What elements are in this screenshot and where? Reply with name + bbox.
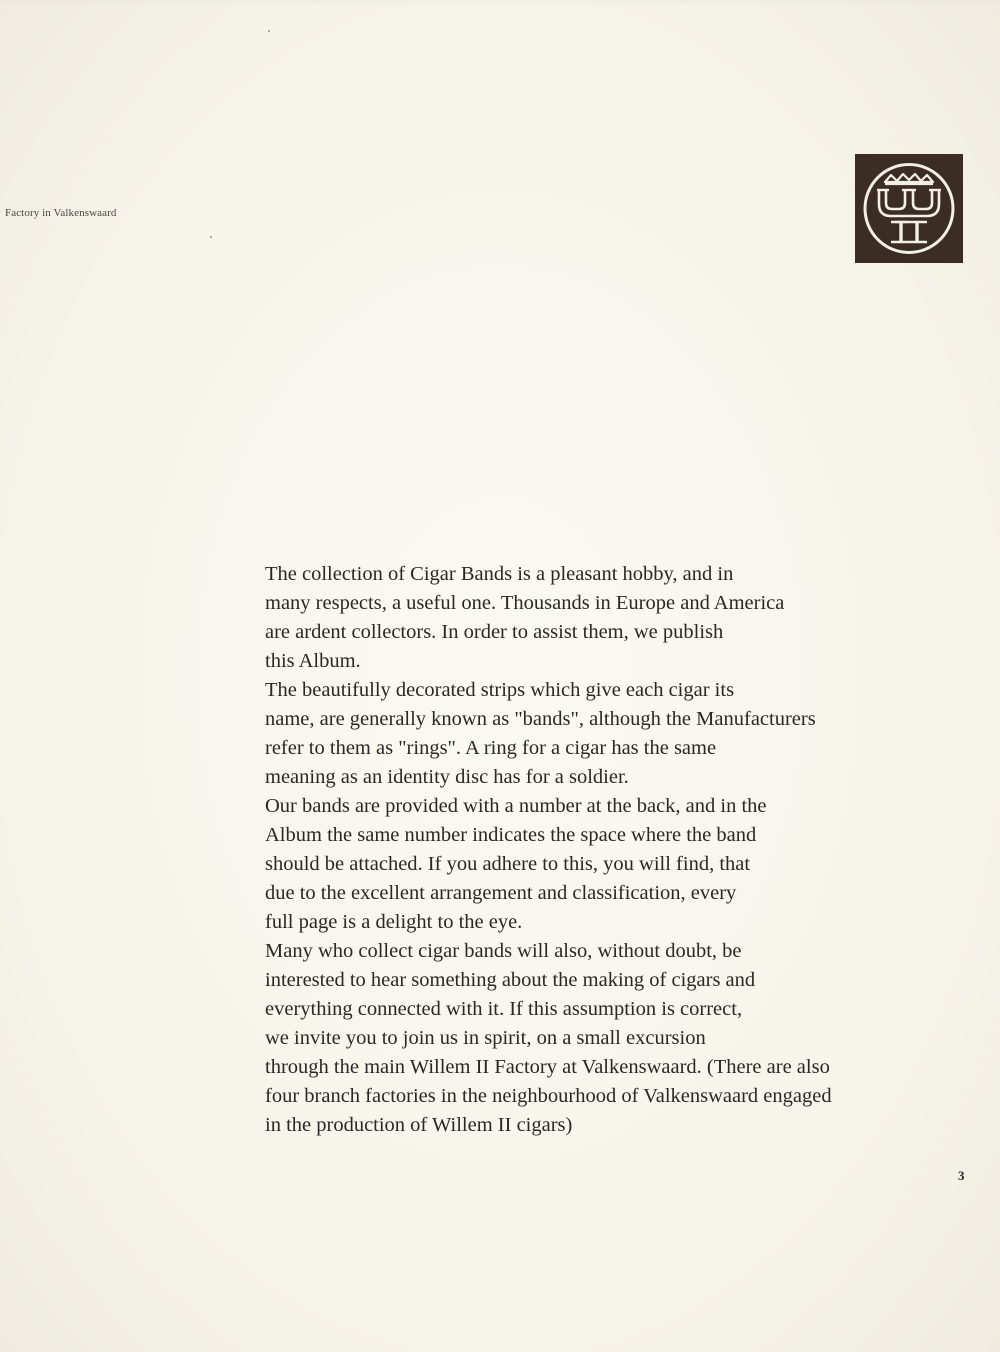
text-line: name, are generally known as "bands", although the Manufacturers bbox=[265, 708, 816, 730]
text-line: through the main Willem II Factory at Valkenswaard. (There are also bbox=[265, 1056, 830, 1078]
text-line: The beautifully decorated strips which give each cigar its bbox=[265, 679, 735, 701]
paper-speck bbox=[268, 30, 270, 32]
paper-speck bbox=[210, 236, 212, 238]
text-line: full page is a delight to the eye. bbox=[265, 911, 523, 933]
text-line: due to the excellent arrangement and classification, every bbox=[265, 882, 737, 904]
text-line: refer to them as "rings". A ring for a cigar has the same bbox=[265, 737, 717, 759]
text-line: in the production of Willem II cigars) bbox=[265, 1114, 573, 1136]
text-line: interested to hear something about the making of cigars and bbox=[265, 969, 756, 991]
text-line: Album the same number indicates the space where the band bbox=[265, 824, 757, 846]
text-line: this Album. bbox=[265, 650, 361, 672]
photo-caption: Factory in Valkenswaard bbox=[5, 207, 117, 219]
willem-ii-logo bbox=[855, 154, 963, 263]
text-line: everything connected with it. If this assumption is correct, bbox=[265, 998, 743, 1020]
text-line: Many who collect cigar bands will also, without doubt, be bbox=[265, 940, 742, 962]
text-line: four branch factories in the neighbourhood of Valkenswaard engaged bbox=[265, 1085, 832, 1107]
page-number: 3 bbox=[958, 1168, 965, 1183]
willem-ii-crown-monogram-icon bbox=[855, 154, 963, 263]
text-line: The collection of Cigar Bands is a pleasant hobby, and in bbox=[265, 563, 734, 585]
text-line: many respects, a useful one. Thousands in Europe and America bbox=[265, 592, 785, 614]
text-line: we invite you to join us in spirit, on a small excursion bbox=[265, 1027, 706, 1049]
text-line: meaning as an identity disc has for a soldier. bbox=[265, 766, 629, 788]
text-line: should be attached. If you adhere to this, you will find, that bbox=[265, 853, 751, 875]
text-line: are ardent collectors. In order to assist them, we publish bbox=[265, 621, 724, 643]
body-text bbox=[265, 560, 980, 1140]
text-line: Our bands are provided with a number at the back, and in the bbox=[265, 795, 767, 817]
